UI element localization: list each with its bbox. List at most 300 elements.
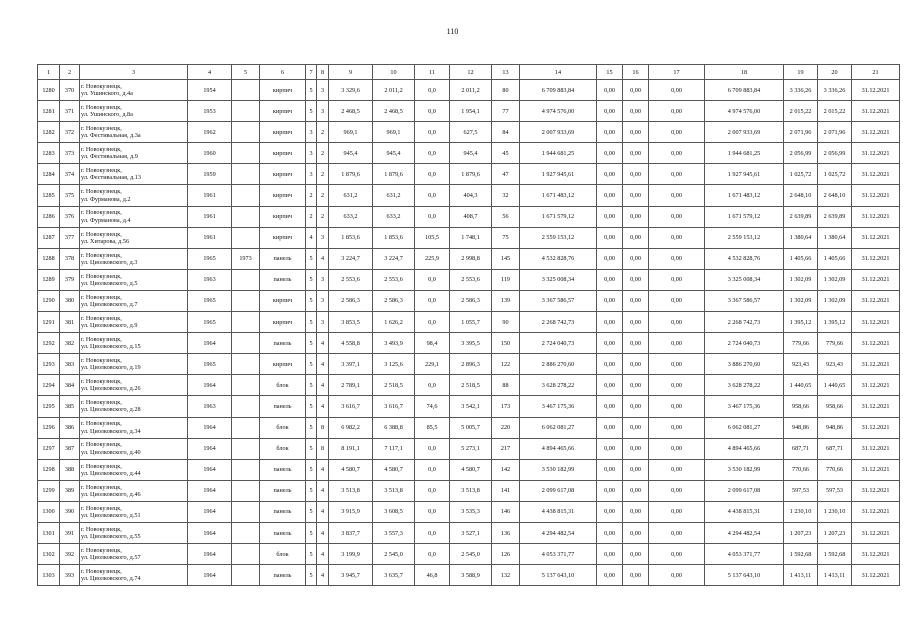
table-cell-material: панель xyxy=(260,269,306,290)
address-cell xyxy=(80,459,188,480)
column-header: 16 xyxy=(623,65,649,80)
housing-table xyxy=(37,64,900,586)
table-cell-c21: 31.12.2021 xyxy=(852,227,900,248)
table-cell-c13: 119 xyxy=(492,269,520,290)
address-city: г. Новокузнецк, xyxy=(81,441,122,449)
table-cell-n1: 1284 xyxy=(38,164,60,185)
table-cell-c14: 4 438 815,31 xyxy=(520,501,597,522)
table-cell-c12: 3 542,1 xyxy=(450,396,492,417)
table-cell-c7: 2 xyxy=(306,206,317,227)
column-header: 17 xyxy=(649,65,705,80)
table-cell-c9: 3 199,9 xyxy=(329,544,373,565)
address-cell xyxy=(80,248,188,269)
table-cell-c15: 0,00 xyxy=(597,227,623,248)
table-cell-c17: 0,00 xyxy=(649,396,705,417)
table-cell-c16: 0,00 xyxy=(623,544,649,565)
column-header: 15 xyxy=(597,65,623,80)
address-street: ул. Фестивальная, д.3а xyxy=(81,132,141,140)
table-cell-c7: 5 xyxy=(306,522,317,543)
table-cell-c8: 3 xyxy=(317,227,329,248)
table-cell-c8: 4 xyxy=(317,501,329,522)
table-cell-c17: 0,00 xyxy=(649,438,705,459)
table-row xyxy=(38,565,900,586)
table-cell-c18: 2 007 933,69 xyxy=(705,122,784,143)
column-header: 5 xyxy=(232,65,260,80)
table-cell-c13: 136 xyxy=(492,522,520,543)
table-cell-c11: 0,0 xyxy=(415,375,450,396)
address-city: г. Новокузнецк, xyxy=(81,209,122,217)
table-row xyxy=(38,248,900,269)
column-header: 8 xyxy=(317,65,329,80)
table-cell-c10: 1 879,6 xyxy=(373,164,415,185)
table-cell-c14: 2 724 040,73 xyxy=(520,333,597,354)
table-cell-c14: 1 927 945,61 xyxy=(520,164,597,185)
address-cell xyxy=(80,396,188,417)
table-cell-c12: 2 586,3 xyxy=(450,290,492,311)
table-cell-n1: 1292 xyxy=(38,333,60,354)
table-cell-year2 xyxy=(232,164,260,185)
address-city: г. Новокузнецк, xyxy=(81,335,122,343)
table-cell-c13: 145 xyxy=(492,248,520,269)
table-cell-c17: 0,00 xyxy=(649,227,705,248)
table-cell-n2: 390 xyxy=(60,501,80,522)
table-cell-c17: 0,00 xyxy=(649,522,705,543)
table-cell-c13: 139 xyxy=(492,290,520,311)
table-cell-c18: 5 137 643,10 xyxy=(705,565,784,586)
table-cell-c7: 5 xyxy=(306,459,317,480)
table-cell-c18: 1 944 681,25 xyxy=(705,143,784,164)
table-cell-c17: 0,00 xyxy=(649,269,705,290)
table-cell-c21: 31.12.2021 xyxy=(852,290,900,311)
address-city: г. Новокузнецк, xyxy=(81,504,122,512)
column-header: 11 xyxy=(415,65,450,80)
table-cell-year: 1964 xyxy=(188,417,232,438)
table-cell-c20: 958,66 xyxy=(818,396,852,417)
table-cell-year2 xyxy=(232,480,260,501)
table-cell-c10: 3 608,5 xyxy=(373,501,415,522)
table-cell-c10: 3 493,9 xyxy=(373,333,415,354)
page-number: 110 xyxy=(446,27,459,36)
table-cell-c20: 1 405,66 xyxy=(818,248,852,269)
table-cell-c21: 31.12.2021 xyxy=(852,501,900,522)
table-cell-c19: 1 592,68 xyxy=(784,544,818,565)
table-cell-c9: 6 982,2 xyxy=(329,417,373,438)
table-cell-c15: 0,00 xyxy=(597,396,623,417)
column-header: 10 xyxy=(373,65,415,80)
table-cell-c21: 31.12.2021 xyxy=(852,122,900,143)
table-cell-c19: 923,43 xyxy=(784,354,818,375)
table-cell-year2 xyxy=(232,544,260,565)
table-cell-n2: 377 xyxy=(60,227,80,248)
address-street: ул. Циолковского, д.19 xyxy=(81,364,141,372)
table-cell-c12: 3 513,8 xyxy=(450,480,492,501)
table-row xyxy=(38,501,900,522)
table-cell-c13: 84 xyxy=(492,122,520,143)
table-cell-n1: 1286 xyxy=(38,206,60,227)
table-cell-c7: 5 xyxy=(306,333,317,354)
table-cell-c8: 2 xyxy=(317,122,329,143)
table-cell-year2 xyxy=(232,375,260,396)
table-row xyxy=(38,396,900,417)
table-cell-c17: 0,00 xyxy=(649,101,705,122)
table-cell-c15: 0,00 xyxy=(597,269,623,290)
table-cell-c11: 46,8 xyxy=(415,565,450,586)
table-row xyxy=(38,269,900,290)
table-cell-c10: 3 616,7 xyxy=(373,396,415,417)
table-cell-c18: 3 530 182,99 xyxy=(705,459,784,480)
table-cell-c21: 31.12.2021 xyxy=(852,164,900,185)
address-city: г. Новокузнецк, xyxy=(81,230,122,238)
table-cell-material: кирпич xyxy=(260,164,306,185)
table-cell-c20: 948,86 xyxy=(818,417,852,438)
table-cell-c11: 0,0 xyxy=(415,438,450,459)
table-cell-c11: 0,0 xyxy=(415,101,450,122)
address-cell xyxy=(80,354,188,375)
table-cell-c17: 0,00 xyxy=(649,480,705,501)
table-cell-c18: 1 671 579,12 xyxy=(705,206,784,227)
table-cell-c8: 8 xyxy=(317,438,329,459)
table-cell-c13: 56 xyxy=(492,206,520,227)
table-cell-c18: 3 886 270,60 xyxy=(705,354,784,375)
table-cell-c14: 4 532 828,76 xyxy=(520,248,597,269)
table-cell-c15: 0,00 xyxy=(597,565,623,586)
table-cell-year: 1953 xyxy=(188,101,232,122)
table-cell-c21: 31.12.2021 xyxy=(852,522,900,543)
table-cell-material: кирпич xyxy=(260,312,306,333)
address-street: ул. Хитарова, д.56 xyxy=(81,237,130,245)
table-cell-c19: 1 207,23 xyxy=(784,522,818,543)
address-street: ул. Циолковского, д.46 xyxy=(81,490,141,498)
table-cell-c20: 597,53 xyxy=(818,480,852,501)
column-header: 19 xyxy=(784,65,818,80)
address-cell xyxy=(80,417,188,438)
table-cell-c17: 0,00 xyxy=(649,248,705,269)
table-cell-c21: 31.12.2021 xyxy=(852,143,900,164)
address-city: г. Новокузнецк, xyxy=(81,293,122,301)
address-cell xyxy=(80,80,188,101)
address-city: г. Новокузнецк, xyxy=(81,462,122,470)
table-cell-year2 xyxy=(232,417,260,438)
table-row xyxy=(38,185,900,206)
table-cell-c12: 1 879,6 xyxy=(450,164,492,185)
column-header: 9 xyxy=(329,65,373,80)
table-cell-c15: 0,00 xyxy=(597,164,623,185)
table-cell-c19: 2 071,96 xyxy=(784,122,818,143)
table-cell-c21: 31.12.2021 xyxy=(852,185,900,206)
table-cell-c8: 4 xyxy=(317,480,329,501)
table-cell-c15: 0,00 xyxy=(597,101,623,122)
column-header: 12 xyxy=(450,65,492,80)
table-cell-material: кирпич xyxy=(260,290,306,311)
table-cell-n2: 372 xyxy=(60,122,80,143)
table-cell-c10: 2 011,2 xyxy=(373,80,415,101)
table-cell-n1: 1298 xyxy=(38,459,60,480)
column-header: 1 xyxy=(38,65,60,80)
table-cell-year2 xyxy=(232,522,260,543)
table-cell-c8: 4 xyxy=(317,522,329,543)
table-cell-c12: 5 273,1 xyxy=(450,438,492,459)
table-cell-material: кирпич xyxy=(260,354,306,375)
table-cell-material: кирпич xyxy=(260,80,306,101)
table-cell-c18: 1 671 483,12 xyxy=(705,185,784,206)
table-cell-year2 xyxy=(232,333,260,354)
table-cell-c18: 3 325 008,34 xyxy=(705,269,784,290)
table-cell-c11: 0,0 xyxy=(415,185,450,206)
table-cell-c12: 945,4 xyxy=(450,143,492,164)
column-header: 2 xyxy=(60,65,80,80)
table-cell-c7: 5 xyxy=(306,375,317,396)
address-cell xyxy=(80,375,188,396)
table-cell-c9: 3 915,9 xyxy=(329,501,373,522)
table-cell-year2 xyxy=(232,459,260,480)
table-cell-c10: 945,4 xyxy=(373,143,415,164)
table-cell-c17: 0,00 xyxy=(649,565,705,586)
table-cell-c14: 2 559 153,12 xyxy=(520,227,597,248)
table-cell-c13: 88 xyxy=(492,375,520,396)
table-cell-c9: 3 616,7 xyxy=(329,396,373,417)
table-cell-c7: 2 xyxy=(306,185,317,206)
table-cell-c19: 958,66 xyxy=(784,396,818,417)
table-cell-c16: 0,00 xyxy=(623,101,649,122)
table-cell-c9: 2 468,5 xyxy=(329,101,373,122)
table-cell-c15: 0,00 xyxy=(597,480,623,501)
table-cell-c9: 4 580,7 xyxy=(329,459,373,480)
table-cell-c7: 3 xyxy=(306,164,317,185)
table-cell-c17: 0,00 xyxy=(649,185,705,206)
table-cell-c7: 5 xyxy=(306,501,317,522)
address-cell xyxy=(80,480,188,501)
table-cell-c11: 0,0 xyxy=(415,143,450,164)
table-cell-c14: 4 294 482,54 xyxy=(520,522,597,543)
table-cell-n1: 1300 xyxy=(38,501,60,522)
table-cell-n2: 388 xyxy=(60,459,80,480)
table-cell-c19: 2 639,89 xyxy=(784,206,818,227)
table-cell-c21: 31.12.2021 xyxy=(852,312,900,333)
table-cell-c10: 7 117,1 xyxy=(373,438,415,459)
table-cell-c12: 2 518,5 xyxy=(450,375,492,396)
table-cell-c18: 4 974 576,00 xyxy=(705,101,784,122)
table-cell-c7: 5 xyxy=(306,290,317,311)
address-city: г. Новокузнецк, xyxy=(81,568,122,575)
address-street: ул. Ушинского, д.4а xyxy=(81,90,133,98)
table-cell-c18: 2 099 617,08 xyxy=(705,480,784,501)
table-cell-c15: 0,00 xyxy=(597,501,623,522)
table-cell-c19: 597,53 xyxy=(784,480,818,501)
table-cell-c16: 0,00 xyxy=(623,206,649,227)
table-cell-year: 1964 xyxy=(188,522,232,543)
table-row xyxy=(38,522,900,543)
table-cell-c10: 3 635,7 xyxy=(373,565,415,586)
address-city: г. Новокузнецк, xyxy=(81,357,122,365)
column-header: 21 xyxy=(852,65,900,80)
address-street: ул. Фурманова, д.2 xyxy=(81,195,131,203)
table-cell-c19: 1 302,09 xyxy=(784,269,818,290)
table-cell-c7: 5 xyxy=(306,417,317,438)
table-cell-year: 1965 xyxy=(188,248,232,269)
table-cell-c14: 5 137 643,10 xyxy=(520,565,597,586)
address-city: г. Новокузнецк, xyxy=(81,546,122,554)
table-cell-n2: 370 xyxy=(60,80,80,101)
address-street: ул. Циолковского, д.51 xyxy=(81,511,141,519)
table-cell-c21: 31.12.2021 xyxy=(852,375,900,396)
table-cell-c18: 3 367 586,57 xyxy=(705,290,784,311)
table-row xyxy=(38,375,900,396)
table-cell-year: 1964 xyxy=(188,438,232,459)
table-cell-c7: 5 xyxy=(306,544,317,565)
table-row xyxy=(38,544,900,565)
table-cell-c15: 0,00 xyxy=(597,248,623,269)
table-cell-c10: 633,2 xyxy=(373,206,415,227)
address-city: г. Новокузнецк, xyxy=(81,399,122,407)
table-cell-c8: 3 xyxy=(317,269,329,290)
table-cell-c15: 0,00 xyxy=(597,459,623,480)
table-cell-year: 1964 xyxy=(188,375,232,396)
table-cell-c10: 1 853,6 xyxy=(373,227,415,248)
table-cell-c12: 5 005,7 xyxy=(450,417,492,438)
table-cell-c12: 1 055,7 xyxy=(450,312,492,333)
column-header: 6 xyxy=(260,65,306,80)
table-cell-c7: 5 xyxy=(306,396,317,417)
table-cell-material: блок xyxy=(260,544,306,565)
table-cell-c15: 0,00 xyxy=(597,375,623,396)
table-cell-c10: 2 545,0 xyxy=(373,544,415,565)
table-cell-c12: 627,5 xyxy=(450,122,492,143)
table-cell-c16: 0,00 xyxy=(623,565,649,586)
table-cell-c15: 0,00 xyxy=(597,544,623,565)
table-cell-c13: 150 xyxy=(492,333,520,354)
address-street: ул. Циолковского, д.40 xyxy=(81,448,141,456)
table-cell-c14: 1 671 483,12 xyxy=(520,185,597,206)
table-cell-c12: 1 954,1 xyxy=(450,101,492,122)
table-cell-c9: 3 397,1 xyxy=(329,354,373,375)
table-cell-c7: 3 xyxy=(306,122,317,143)
address-cell xyxy=(80,501,188,522)
table-cell-c21: 31.12.2021 xyxy=(852,354,900,375)
table-cell-c17: 0,00 xyxy=(649,544,705,565)
table-cell-c18: 4 894 465,66 xyxy=(705,438,784,459)
table-cell-c8: 2 xyxy=(317,206,329,227)
table-cell-c7: 4 xyxy=(306,227,317,248)
table-cell-c19: 3 336,26 xyxy=(784,80,818,101)
table-cell-c11: 0,0 xyxy=(415,122,450,143)
table-cell-c20: 2 056,99 xyxy=(818,143,852,164)
table-cell-n2: 373 xyxy=(60,143,80,164)
table-cell-c11: 0,0 xyxy=(415,290,450,311)
table-cell-c16: 0,00 xyxy=(623,185,649,206)
address-street: ул. Фурманова, д.4 xyxy=(81,216,131,224)
table-cell-c8: 8 xyxy=(317,417,329,438)
table-cell-n1: 1282 xyxy=(38,122,60,143)
address-city: г. Новокузнецк, xyxy=(81,378,122,386)
table-cell-c20: 2 639,89 xyxy=(818,206,852,227)
table-cell-c13: 75 xyxy=(492,227,520,248)
address-street: ул. Циолковского, д.44 xyxy=(81,469,141,477)
table-cell-n2: 383 xyxy=(60,354,80,375)
table-row xyxy=(38,333,900,354)
table-cell-c20: 2 015,22 xyxy=(818,101,852,122)
table-cell-n1: 1287 xyxy=(38,227,60,248)
table-cell-c15: 0,00 xyxy=(597,417,623,438)
address-street: ул. Циолковского, д.55 xyxy=(81,533,141,541)
table-cell-c11: 0,0 xyxy=(415,501,450,522)
table-cell-year2 xyxy=(232,290,260,311)
table-cell-c10: 3 125,6 xyxy=(373,354,415,375)
table-cell-c17: 0,00 xyxy=(649,80,705,101)
table-cell-c13: 173 xyxy=(492,396,520,417)
table-cell-c19: 1 380,64 xyxy=(784,227,818,248)
table-cell-c16: 0,00 xyxy=(623,459,649,480)
table-cell-c13: 32 xyxy=(492,185,520,206)
table-cell-c9: 3 853,5 xyxy=(329,312,373,333)
table-cell-c11: 0,0 xyxy=(415,459,450,480)
table-cell-c20: 770,66 xyxy=(818,459,852,480)
table-cell-c11: 0,0 xyxy=(415,206,450,227)
table-cell-c20: 2 648,10 xyxy=(818,185,852,206)
address-street: ул. Циолковского, д.3 xyxy=(81,258,138,266)
table-cell-c21: 31.12.2021 xyxy=(852,269,900,290)
table-cell-c18: 2 559 153,12 xyxy=(705,227,784,248)
address-street: ул. Циолковского, д.5 xyxy=(81,279,138,287)
address-cell xyxy=(80,312,188,333)
table-cell-c10: 3 513,8 xyxy=(373,480,415,501)
table-row xyxy=(38,480,900,501)
table-cell-c12: 2 998,8 xyxy=(450,248,492,269)
table-cell-c20: 1 440,65 xyxy=(818,375,852,396)
table-cell-c8: 4 xyxy=(317,354,329,375)
address-city: г. Новокузнецк, xyxy=(81,251,122,259)
address-city: г. Новокузнецк, xyxy=(81,82,122,90)
table-cell-c12: 2 896,3 xyxy=(450,354,492,375)
table-cell-c10: 6 388,8 xyxy=(373,417,415,438)
table-cell-year2 xyxy=(232,438,260,459)
table-cell-n1: 1303 xyxy=(38,565,60,586)
table-cell-year: 1961 xyxy=(188,227,232,248)
table-cell-n2: 384 xyxy=(60,375,80,396)
table-cell-c7: 5 xyxy=(306,248,317,269)
table-cell-c11: 0,0 xyxy=(415,269,450,290)
table-cell-n1: 1302 xyxy=(38,544,60,565)
address-street: ул. Циолковского, д.26 xyxy=(81,385,141,393)
table-body xyxy=(38,80,900,586)
table-cell-c9: 969,1 xyxy=(329,122,373,143)
table-cell-c15: 0,00 xyxy=(597,185,623,206)
table-row xyxy=(38,164,900,185)
table-cell-c21: 31.12.2021 xyxy=(852,480,900,501)
table-cell-year: 1963 xyxy=(188,269,232,290)
table-cell-c8: 4 xyxy=(317,544,329,565)
table-row xyxy=(38,80,900,101)
table-cell-c7: 5 xyxy=(306,312,317,333)
table-cell-material: панель xyxy=(260,333,306,354)
table-cell-c17: 0,00 xyxy=(649,164,705,185)
table-cell-c14: 3 628 278,22 xyxy=(520,375,597,396)
table-cell-c9: 3 945,7 xyxy=(329,565,373,586)
table-cell-material: панель xyxy=(260,565,306,586)
table-cell-n2: 382 xyxy=(60,333,80,354)
table-cell-year2 xyxy=(232,354,260,375)
table-cell-c19: 687,71 xyxy=(784,438,818,459)
table-cell-c16: 0,00 xyxy=(623,312,649,333)
table-cell-c11: 105,5 xyxy=(415,227,450,248)
table-cell-c21: 31.12.2021 xyxy=(852,565,900,586)
table-cell-c8: 3 xyxy=(317,80,329,101)
table-cell-c9: 1 879,6 xyxy=(329,164,373,185)
table-cell-n2: 379 xyxy=(60,269,80,290)
table-cell-c17: 0,00 xyxy=(649,354,705,375)
table-cell-c14: 6 709 883,84 xyxy=(520,80,597,101)
table-cell-c18: 2 724 040,73 xyxy=(705,333,784,354)
table-cell-c7: 5 xyxy=(306,269,317,290)
